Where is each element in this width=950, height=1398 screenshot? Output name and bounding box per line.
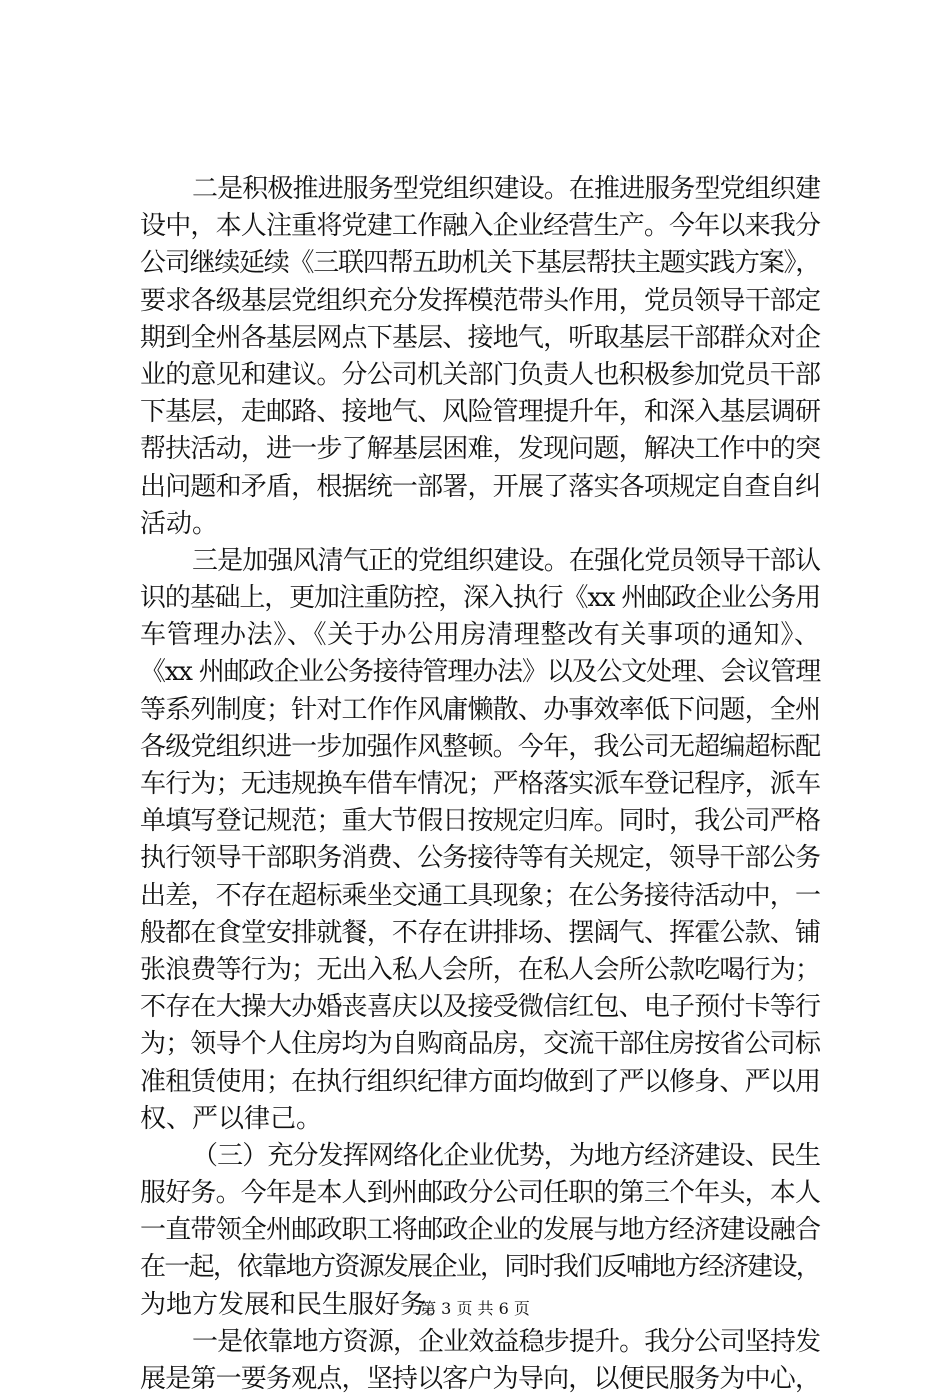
text-line: 帮扶活动，进一步了解基层困难，发现问题，解决工作中的突 — [140, 434, 820, 465]
text-line: 不存在大操大办婚丧喜庆以及接受微信红包、电子预付卡等行 — [140, 992, 820, 1023]
text-line: 一直带领全州邮政职工将邮政企业的发展与地方经济建设融合 — [140, 1215, 820, 1246]
text-line: 等系列制度；针对工作作风庸懒散、办事效率低下问题，全州 — [140, 694, 820, 725]
text-line: （三）充分发挥网络化企业优势，为地方经济建设、民生 — [192, 1140, 820, 1171]
text-line: 期到全州各基层网点下基层、接地气，听取基层干部群众对企 — [140, 322, 820, 353]
text-line: 为地方发展和民生服好务。 — [140, 1289, 453, 1320]
text-line: 展是第一要务观点，坚持以客户为导向，以便民服务为中心， — [140, 1364, 820, 1394]
text-line: 出问题和矛盾，根据统一部署，开展了落实各项规定自查自纠 — [140, 471, 820, 502]
text-line: 单填写登记规范；重大节假日按规定归库。同时，我公司严格 — [140, 806, 820, 837]
text-line: 活动。 — [140, 508, 219, 539]
text-line: 三是加强风清气正的党组织建设。在强化党员领导干部认 — [192, 545, 820, 576]
text-line: 在一起，依靠地方资源发展企业，同时我们反哺地方经济建设， — [140, 1252, 820, 1283]
document-body — [140, 171, 820, 1398]
text-line: 业的意见和建议。分公司机关部门负责人也积极参加党员干部 — [140, 359, 820, 390]
text-line: 出差，不存在超标乘坐交通工具现象；在公务接待活动中，一 — [140, 880, 820, 911]
text-line: 般都在食堂安排就餐，不存在讲排场、摆阔气、挥霍公款、铺 — [140, 917, 820, 948]
text-line: 执行领导干部职务消费、公务接待等有关规定，领导干部公务 — [140, 843, 820, 874]
text-line: 公司继续延续《三联四帮五助机关下基层帮扶主题实践方案》， — [140, 248, 821, 279]
text-line: 设中，本人注重将党建工作融入企业经营生产。今年以来我分 — [140, 211, 820, 242]
text-line: 一是依靠地方资源，企业效益稳步提升。我分公司坚持发 — [192, 1326, 820, 1357]
text-line: 各级党组织进一步加强作风整顿。今年，我公司无超编超标配 — [140, 731, 820, 762]
text-line: 二是积极推进服务型党组织建设。在推进服务型党组织建 — [192, 174, 820, 204]
text-line: 识的基础上，更加注重防控，深入执行《xx 州邮政企业公务用 — [140, 583, 820, 614]
text-line: 准租赁使用；在执行组织纪律方面均做到了严以修身、严以用 — [140, 1066, 820, 1097]
text-line: 车行为；无违规换车借车情况；严格落实派车登记程序，派车 — [140, 769, 820, 799]
text-line: 《xx 州邮政企业公务接待管理办法》以及公文处理、会议管理 — [140, 657, 820, 688]
text-line: 权、严以律己。 — [140, 1103, 323, 1134]
text-line: 车管理办法》、《关于办公用房清理整改有关事项的通知》、 — [140, 620, 820, 651]
text-line: 要求各级基层党组织充分发挥模范带头作用，党员领导干部定 — [140, 285, 820, 316]
text-line: 张浪费等行为；无出入私人会所，在私人会所公款吃喝行为； — [140, 954, 820, 985]
text-line: 为；领导个人住房均为自购商品房，交流干部住房按省公司标 — [140, 1029, 820, 1060]
text-line: 服好务。今年是本人到州邮政分公司任职的第三个年头，本人 — [140, 1178, 820, 1209]
page-footer: 第 3 页 共 6 页 — [420, 1299, 530, 1318]
text-line: 下基层，走邮路、接地气、风险管理提升年，和深入基层调研 — [140, 397, 820, 428]
